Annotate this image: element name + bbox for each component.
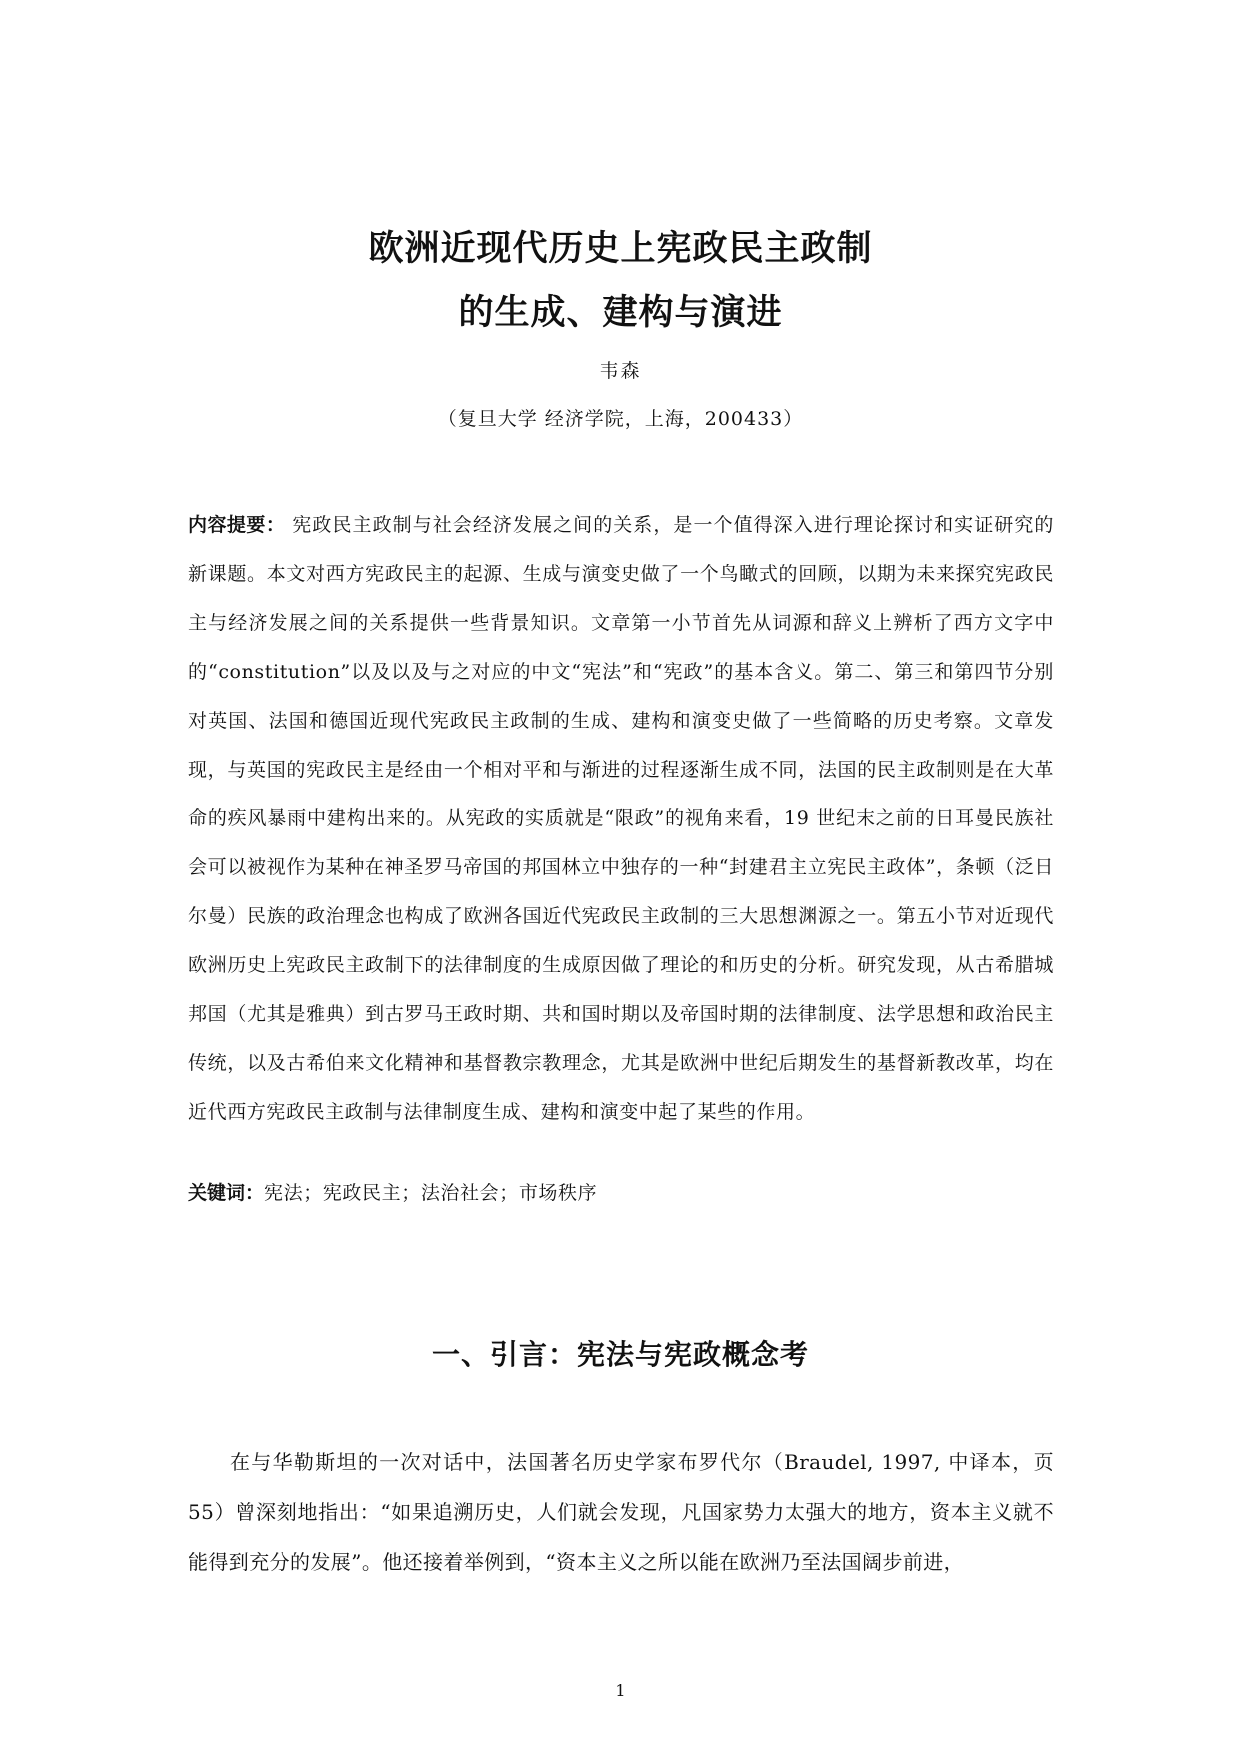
keywords-label: 关键词： [188, 1182, 265, 1204]
abstract-text: 宪政民主政制与社会经济发展之间的关系，是一个值得深入进行理论探讨和实证研究的新课题。本文对西方宪政民主的起源、生成与演变史做了一个鸟瞰式的回顾，以期为未来探究宪政民主与经济发展之间的关系提供一些背景知识。文章第一小节首先从词源和辞义上辨析了西方文字中的“constitution”以及以及与之对应的中文“宪法”和“宪政”的基本含义。第二、第三和第四节分别对英国、法国和德国近现代宪政民主政制的生成、建构和演变史做了一些简略的历史考察。文章发现，与英国的宪政民主是经由一个相对平和与渐进的过程逐渐生成不同，法国的民主政制则是在大革命的疾风暴雨中建构出来的。从宪政的实质就是“限政”的视角来看，19 世纪末之前的日耳曼民族社会可以被视作为某种在神圣罗马帝国的邦国林立中独存的一种“封建君主立宪民主政体”，条顿（泛日尔曼）民族的政治理念也构成了欧洲各国近代宪政民主政制的三大思想渊源之一。第五小节对近现代欧洲历史上宪政民主政制下的法律制度的生成原因做了理论的和历史的分析。研究发现，从古希腊城邦国（尤其是雅典）到古罗马王政时期、共和国时期以及帝国时期的法律制度、法学思想和政治民主传统，以及古希伯来文化精神和基督教宗教理念，尤其是欧洲中世纪后期发生的基督新教改革，均在近代西方宪政民主政制与法律制度生成、建构和演变中起了某些的作用。 [188, 514, 1054, 1123]
abstract-block [188, 501, 1054, 1137]
keywords-block [188, 1178, 1054, 1205]
body-paragraph: 在与华勒斯坦的一次对话中，法国著名历史学家布罗代尔（Braudel, 1997, 中译本，页 55）曾深刻地指出：“如果追溯历史，人们就会发现，凡国家势力太强大的地方，资本主义就不能得到充分的发展”。他还接着举例到，“资本主义之所以能在欧洲乃至法国阔步前进， [188, 1450, 1054, 1574]
page-number: 1 [615, 1681, 626, 1700]
paper-title-line-2: 的生成、建构与演进 [458, 293, 783, 333]
author-name: 韦森 [599, 360, 642, 382]
abstract-label: 内容提要： [188, 514, 286, 536]
keywords-text: 宪法；宪政民主；法治社会；市场秩序 [264, 1182, 598, 1204]
section-heading: 一、引言：宪法与宪政概念考 [431, 1338, 809, 1371]
paper-title-line-1: 欧洲近现代历史上宪政民主政制 [368, 229, 873, 269]
author-affiliation: （复旦大学 经济学院，上海，200433） [437, 408, 804, 430]
